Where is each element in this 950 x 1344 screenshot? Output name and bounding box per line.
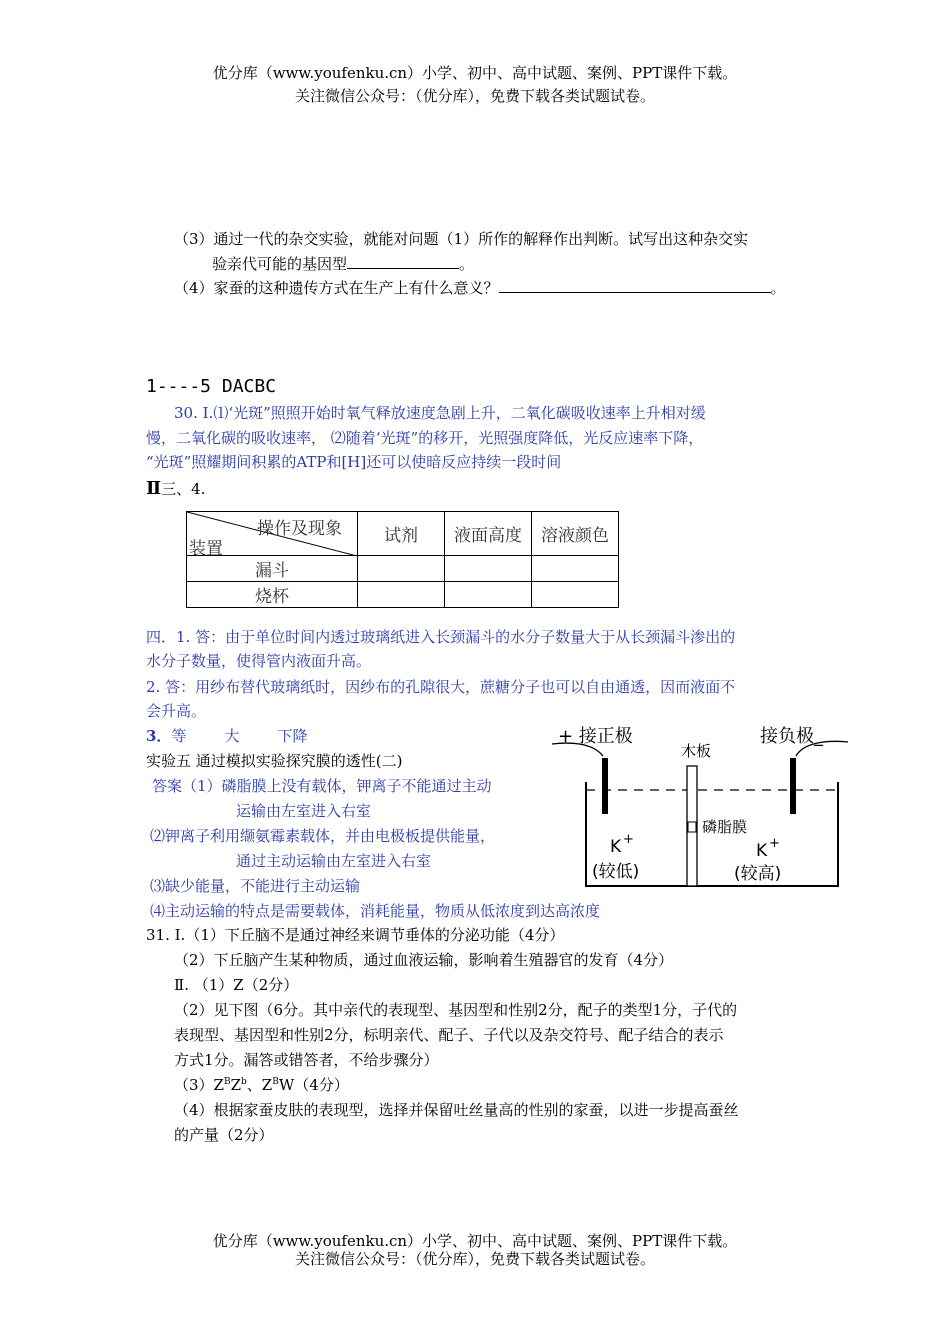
experiment-table: [186, 511, 619, 608]
exp5-answer-2-line-2: 通过主动运输由左室进入右室: [236, 852, 432, 870]
k-right: K: [756, 841, 768, 861]
table-cell: [358, 582, 445, 608]
genotype-sup-3: B: [272, 1077, 279, 1087]
exp5-answer-1-line-2: 运输由左室进入右室: [236, 802, 372, 820]
question-4-blank[interactable]: [499, 277, 771, 293]
genotype-sup-1: B: [223, 1077, 231, 1087]
membrane-diagram: [548, 722, 858, 892]
negative-label: 接负极_: [760, 726, 823, 747]
table-row-funnel: 漏斗: [187, 556, 358, 582]
table-header-level: 液面高度: [445, 512, 532, 556]
four-3-c: 下降: [277, 727, 308, 745]
exp5-answer-4: ⑷主动运输的特点是需要载体，消耗能量，物质从低浓度到达高浓度: [150, 902, 601, 920]
question-3-end: 。: [459, 255, 475, 273]
table-header-reagent: 试剂: [358, 512, 445, 556]
answer-30-line-2: 慢，二氧化碳的吸收速率， ⑵随着‘光斑”的移开，光照强度降低，光反应速率下降，: [146, 429, 704, 447]
genotype-sup-2: b: [241, 1077, 247, 1087]
k-left-plus: +: [623, 832, 634, 847]
answer-31-line-2: （2）下丘脑产生某种物质，通过血液运输，影响着生殖器官的发育（4分）: [174, 951, 674, 969]
question-3-text: 验亲代可能的基因型: [212, 255, 348, 273]
table-row-beaker: 烧杯: [187, 582, 358, 608]
choice-answers: 1----5 DACBC: [146, 376, 277, 397]
answer-31-line-8: （4）根据家蚕皮肤的表现型，选择并保留吐丝量高的性别的家蚕，以进一步提高蚕丝: [174, 1101, 739, 1119]
table-cell: [532, 582, 619, 608]
exp5-answer-3: ⑶缺少能量，不能进行主动运输: [150, 877, 361, 895]
table-corner-bottom: 装置: [189, 539, 223, 559]
k-right-note: (较高): [734, 864, 782, 884]
answer-31-line-3: Ⅱ. （1）Z（2分）: [174, 976, 299, 994]
question-4-text: （4）家蚕的这种遗传方式在生产上有什么意义？: [174, 279, 499, 297]
question-3-line-2: [212, 253, 474, 274]
table-header-color: 溶液颜色: [532, 512, 619, 556]
genotype-post: W（4分）: [278, 1076, 349, 1094]
answer-31-line-9: 的产量（2分）: [174, 1126, 274, 1144]
table-cell: [445, 556, 532, 582]
membrane-label: 磷脂膜: [702, 818, 748, 836]
board-label: 木板: [681, 742, 712, 760]
header-line-1: 优分库（www.youfenku.cn）小学、初中、高中试题、案例、PPT课件下载。: [212, 64, 738, 82]
answer-30-line-3: “光斑”照耀期间积累的ATP和[H]还可以使暗反应持续一段时间: [146, 453, 562, 471]
genotype-mid-2: 、Z: [246, 1076, 273, 1094]
four-2-line-1: 2. 答：用纱布替代玻璃纸时，因纱布的孔隙很大，蔗糖分子也可以自由通透，因而液面不: [146, 678, 736, 696]
table-cell: [445, 582, 532, 608]
k-left-note: (较低): [592, 862, 640, 882]
table-cell: [532, 556, 619, 582]
four-2-line-2: 会升高。: [146, 702, 207, 720]
four-3-num: 3．: [146, 727, 172, 745]
part-2-rest: 三、4.: [161, 480, 206, 498]
footer-line-1: 优分库（www.youfenku.cn）小学、初中、高中试题、案例、PPT课件下载。: [212, 1232, 738, 1250]
question-3-line-1: （3）通过一代的杂交实验，就能对问题（1）所作的解释作出判断。试写出这种杂交实: [174, 230, 749, 248]
experiment-5-title: 实验五 通过模拟实验探究膜的透性(二): [146, 752, 403, 770]
answer-31-line-4: （2）见下图（6分。其中亲代的表现型、基因型和性别2分，配子的类型1分，子代的: [174, 1001, 738, 1019]
exp5-answer-2-line-1: ⑵钾离子利用缬氨霉素载体，并由电极板提供能量，: [150, 827, 496, 845]
table-corner-top: 操作及现象: [257, 519, 342, 539]
four-3-b: 大: [224, 727, 240, 745]
part-2-roman: Ⅱ: [146, 478, 162, 499]
k-right-plus: +: [769, 836, 780, 851]
four-1-line-1: 四．1. 答：由于单位时间内透过玻璃纸进入长颈漏斗的水分子数量大于从长颈漏斗渗出的: [146, 628, 736, 646]
question-4-end: 。: [770, 279, 786, 297]
part-2-heading: [146, 478, 205, 499]
answer-31-line-6: 方式1分。漏答或错答者，不给步骤分）: [174, 1051, 439, 1069]
genotype-mid: Z: [230, 1076, 242, 1094]
answer-31-line-7: [174, 1074, 349, 1095]
answer-30-line-1: 30. I.⑴‘光斑”照照开始时氧气释放速度急剧上升，二氧化碳吸收速率上升相对缓: [174, 404, 706, 422]
four-3-a: 等: [171, 727, 187, 745]
negative-electrode: [790, 758, 796, 814]
k-left: K: [610, 837, 622, 857]
question-4: [174, 277, 786, 298]
four-1-line-2: 水分子数量，使得管内液面升高。: [146, 652, 372, 670]
question-3-blank[interactable]: [347, 253, 459, 269]
phospholipid-membrane: [688, 822, 696, 832]
positive-label: + 接正极: [558, 726, 633, 747]
header-line-2: 关注微信公众号：（优分库），免费下载各类试题试卷。: [294, 87, 655, 105]
footer-line-2: 关注微信公众号：（优分库），免费下载各类试题试卷。: [294, 1250, 655, 1268]
exp5-answer-1-line-1: 答案（1）磷脂膜上没有载体，钾离子不能通过主动: [152, 777, 492, 795]
table-cell: [358, 556, 445, 582]
genotype-pre: （3）Z: [174, 1076, 224, 1094]
positive-electrode: [602, 758, 608, 814]
four-3: [146, 725, 307, 746]
table-corner-cell: [187, 512, 358, 559]
answer-31-line-1: 31. Ⅰ.（1）下丘脑不是通过神经来调节垂体的分泌功能（4分）: [146, 926, 565, 944]
answer-31-line-5: 表现型、基因型和性别2分，标明亲代、配子、子代以及杂交符号、配子结合的表示: [174, 1026, 724, 1044]
